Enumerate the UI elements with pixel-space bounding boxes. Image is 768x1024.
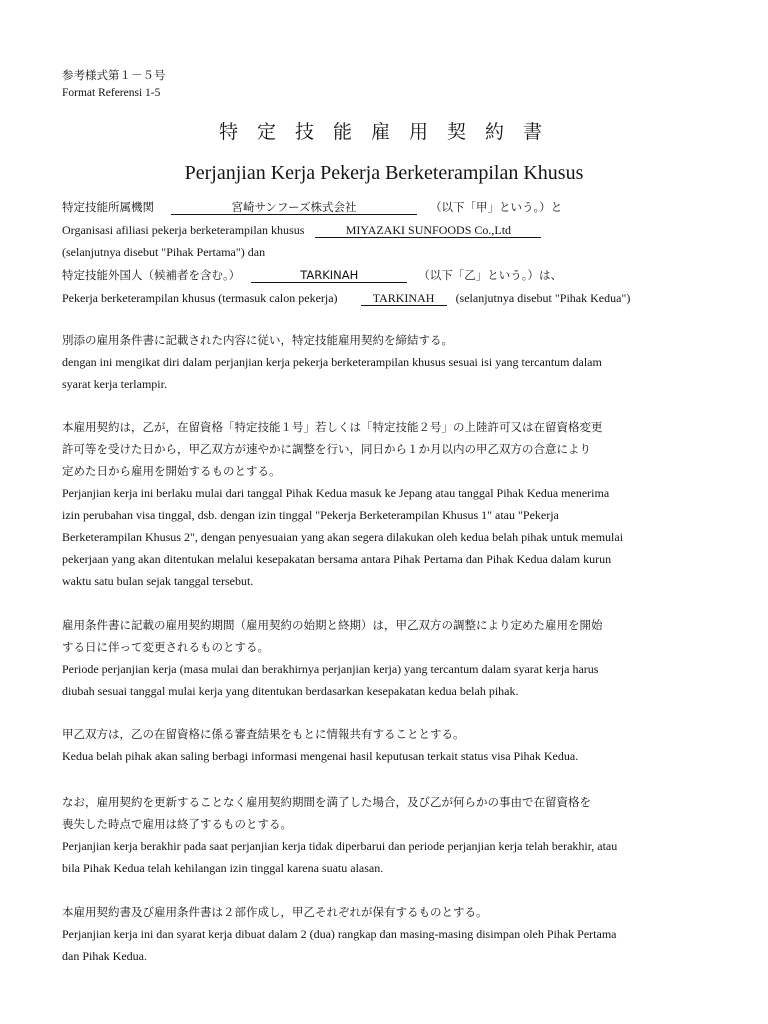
- clause-2-jp-line: 許可等を受けた日から，甲乙双方が速やかに調整を行い，同日から１か月以内の甲乙双方の合意により: [62, 442, 591, 456]
- worker-line-id: [62, 289, 630, 307]
- clause-2-id-line: izin perubahan visa tinggal, dsb. dengan izin tinggal "Pekerja Berketerampilan Khusus 1" atau "Pekerja: [62, 508, 559, 522]
- document-title-jp: 特定技能雇用契約書: [218, 121, 561, 143]
- clause-1-jp-line: 別添の雇用条件書に記載された内容に従い，特定技能雇用契約を締結する。: [62, 333, 453, 347]
- clause-1-id-line: syarat kerja terlampir.: [62, 377, 167, 391]
- org-line-id: [62, 221, 541, 239]
- clause-6-id-line: dan Pihak Kedua.: [62, 949, 147, 963]
- clause-2-id-line: Berketerampilan Khusus 2", dengan penyesuaian yang akan segera dilakukan oleh kedua belah pihak untuk memulai: [62, 530, 624, 544]
- clause-2-id-line: Perjanjian kerja ini berlaku mulai dari tanggal Pihak Kedua masuk ke Jepang atau tanggal Pihak Kedua menerima: [62, 486, 610, 500]
- worker-name-jp-field: [251, 268, 407, 283]
- clause-5-id-line: Perjanjian kerja berakhir pada saat perjanjian kerja tidak diperbarui dan periode perjanjian kerja telah berakhir, atau: [62, 839, 618, 853]
- reference-format-jp: 参考様式第１－５号: [62, 68, 166, 82]
- worker-label-jp: 特定技能外国人（候補者を含む。）: [62, 268, 241, 282]
- worker-name-jp: TARKINAH: [300, 268, 359, 282]
- worker-line-jp: [62, 266, 562, 284]
- clause-2-id-line: waktu satu bulan sejak tanggal tersebut.: [62, 574, 254, 588]
- worker-name-id: TARKINAH: [372, 291, 435, 305]
- clause-3-jp-line: する日に伴って変更されるものとする。: [62, 640, 269, 654]
- reference-format-label: [62, 64, 166, 100]
- clause-5-jp-line: なお，雇用契約を更新することなく雇用契約期間を満了した場合，及び乙が何らかの事由で在留資格を: [62, 795, 591, 809]
- worker-suffix-jp: （以下「乙」という。）は、: [418, 268, 562, 282]
- worker-label-id: Pekerja berketerampilan khusus (termasuk calon pekerja): [62, 291, 338, 305]
- worker-suffix-id: (selanjutnya disebut "Pihak Kedua"): [455, 291, 631, 305]
- clause-1-id-line: dengan ini mengikat diri dalam perjanjian kerja pekerja berketerampilan khusus sesuai isi yang tercantum dalam: [62, 355, 602, 369]
- org-suffix-line-id: [62, 243, 265, 261]
- org-label-id: Organisasi afiliasi pekerja berketerampilan khusus: [62, 223, 305, 237]
- clause-5-id-line: bila Pihak Kedua telah kehilangan izin tinggal karena suatu alasan.: [62, 861, 384, 875]
- org-name-jp: 宮崎サンフーズ株式会社: [231, 200, 357, 214]
- org-line-jp: [62, 198, 562, 216]
- clause-6-jp-line: 本雇用契約書及び雇用条件書は２部作成し，甲乙それぞれが保有するものとする。: [62, 905, 488, 919]
- clause-6-id-line: Perjanjian kerja ini dan syarat kerja dibuat dalam 2 (dua) rangkap dan masing-masing disimpan oleh Pihak Pertama: [62, 927, 617, 941]
- clause-2-jp-line: 定めた日から雇用を開始するものとする。: [62, 464, 281, 478]
- org-name-jp-field: [171, 200, 417, 215]
- org-suffix-id: (selanjutnya disebut "Pihak Pertama") dan: [62, 245, 266, 259]
- clause-2: [62, 416, 716, 592]
- clause-3-id-line: diubah sesuai tanggal mulai kerja yang ditentukan berdasarkan kesepakatan kedua belah pihak.: [62, 684, 519, 698]
- clause-5-jp-line: 喪失した時点で雇用は終了するものとする。: [62, 817, 292, 831]
- clause-4: [62, 723, 716, 767]
- clause-3-jp-line: 雇用条件書に記載の雇用契約期間（雇用契約の始期と終期）は，甲乙双方の調整により定めた雇用を開始: [62, 618, 603, 632]
- clause-5: [62, 791, 716, 879]
- clause-6: [62, 901, 716, 967]
- clause-1: [62, 329, 716, 395]
- clause-4-id-line: Kedua belah pihak akan saling berbagi informasi mengenai hasil keputusan terkait status visa Pihak Kedua.: [62, 749, 579, 763]
- org-name-id-field: [315, 223, 541, 238]
- org-name-id: MIYAZAKI SUNFOODS Co.,Ltd: [345, 223, 512, 237]
- org-suffix-jp: （以下「甲」という。）と: [430, 200, 563, 214]
- worker-name-id-field: [361, 291, 447, 306]
- document-title-id: Perjanjian Kerja Pekerja Berketerampilan Khusus: [184, 162, 584, 184]
- reference-format-id: Format Referensi 1-5: [62, 87, 161, 99]
- clause-2-id-line: pekerjaan yang akan ditentukan melalui kesepakatan bersama antara Pihak Pertama dan Pihak Kedua dalam kurun: [62, 552, 612, 566]
- org-label-jp: 特定技能所属機関: [62, 200, 154, 214]
- clause-3: [62, 614, 716, 702]
- clause-2-jp-line: 本雇用契約は，乙が，在留資格「特定技能１号」若しくは「特定技能２号」の上陸許可又は在留資格変更: [62, 420, 603, 434]
- clause-4-jp-line: 甲乙双方は，乙の在留資格に係る審査結果をもとに情報共有することとする。: [62, 727, 465, 741]
- clause-3-id-line: Periode perjanjian kerja (masa mulai dan berakhirnya perjanjian kerja) yang tercantum dalam syarat kerja harus: [62, 662, 599, 676]
